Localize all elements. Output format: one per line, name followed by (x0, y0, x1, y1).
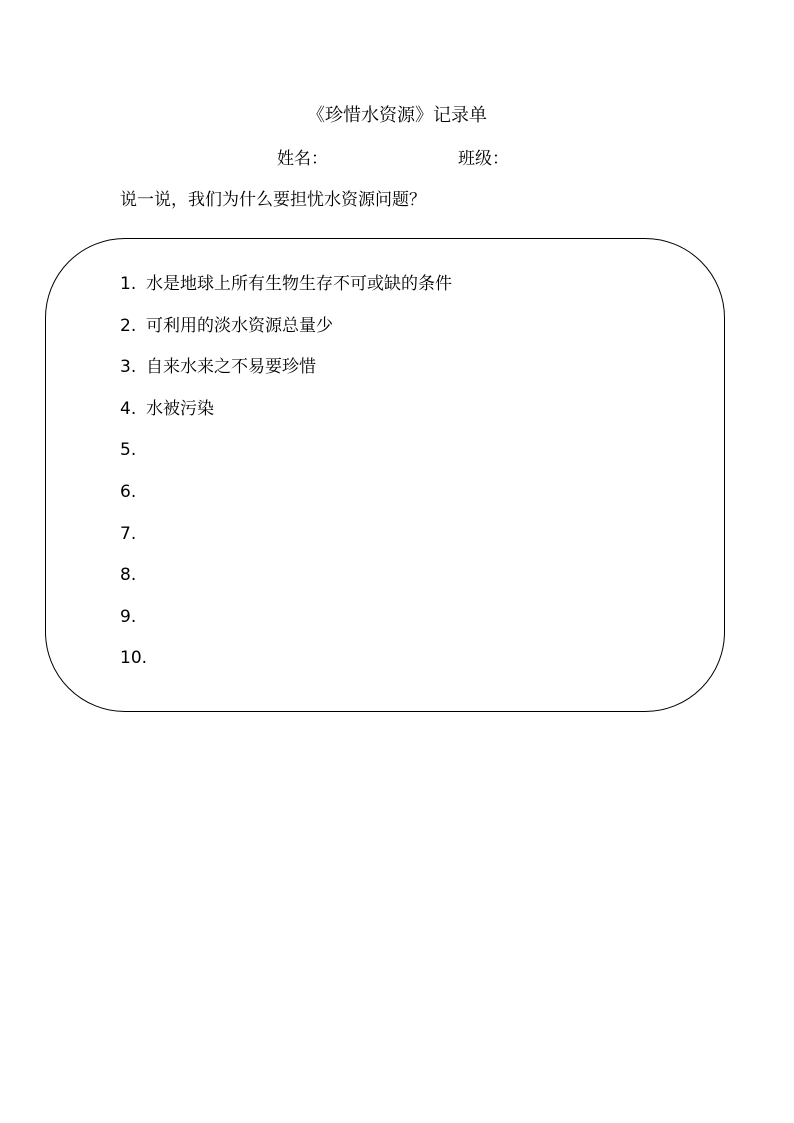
answer-number: 6. (120, 481, 137, 502)
answer-item-3 (120, 355, 452, 397)
answer-item-4 (120, 397, 452, 439)
answer-number: 1. (120, 274, 137, 294)
answer-number: 2. (120, 315, 137, 336)
answer-number: 8. (120, 565, 137, 586)
answer-item-9 (120, 605, 452, 647)
answer-item-8 (120, 563, 452, 605)
answer-text: 水被污染 (146, 398, 214, 419)
name-field-label: 姓名： (277, 149, 328, 169)
answer-item-2 (120, 314, 452, 356)
page-title: 《珍惜水资源》记录单 (307, 105, 487, 126)
answer-item-6 (120, 480, 452, 522)
answer-number: 4. (120, 398, 137, 419)
answer-number: 10. (120, 648, 148, 669)
answer-number: 3. (120, 357, 137, 378)
class-field-label: 班级： (458, 149, 509, 169)
answer-item-10 (120, 646, 452, 688)
answer-text: 自来水来之不易要珍惜 (146, 357, 316, 378)
answer-text: 水是地球上所有生物生存不可或缺的条件 (146, 274, 452, 294)
answer-number: 7. (120, 523, 137, 544)
answer-number: 5. (120, 440, 137, 461)
answer-item-7 (120, 522, 452, 564)
answer-list (120, 272, 452, 688)
answer-item-5 (120, 438, 452, 480)
question-prompt: 说一说，我们为什么要担忧水资源问题？ (120, 190, 426, 210)
answer-text: 可利用的淡水资源总量少 (146, 315, 333, 336)
answer-item-1 (120, 272, 452, 314)
answer-number: 9. (120, 606, 137, 627)
